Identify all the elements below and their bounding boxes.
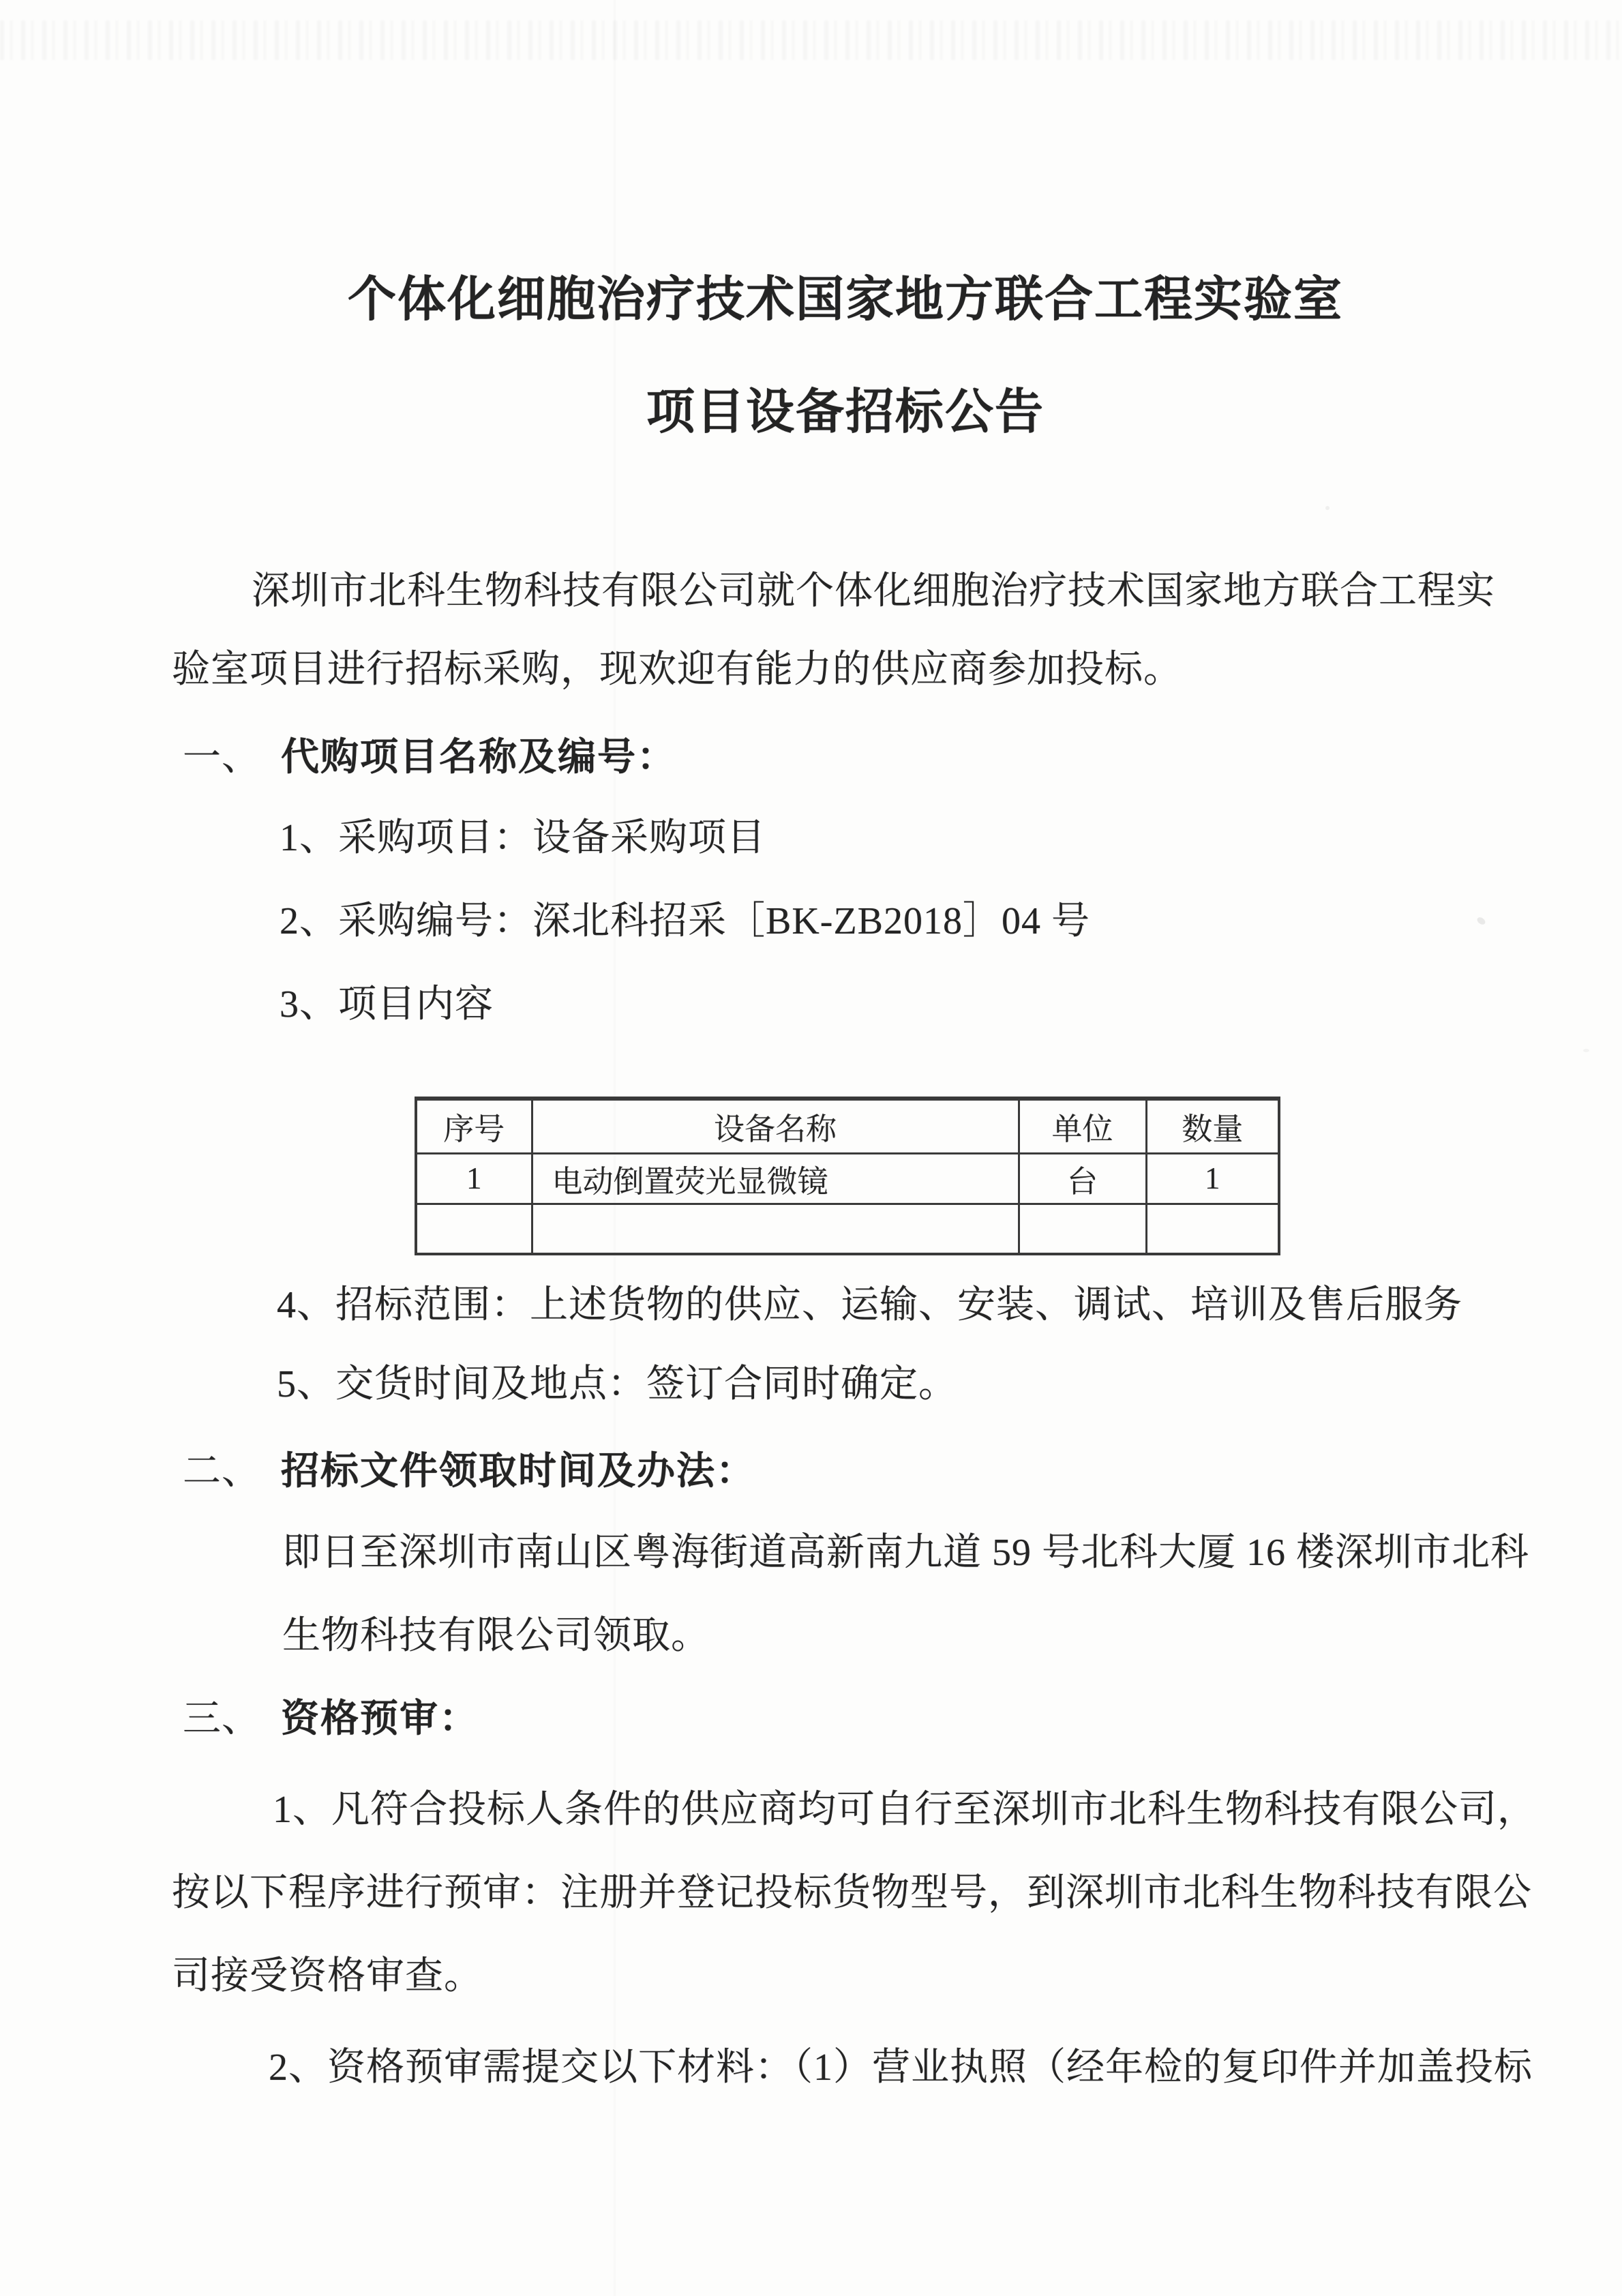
document-title-line-1: 个体化细胞治疗技术国家地方联合工程实验室 <box>347 273 1343 327</box>
section-1-item-1: 1、采购项目：设备采购项目 <box>280 817 766 859</box>
cell-equipment-name <box>532 1204 1019 1254</box>
section-3-line-3: 司接受资格审查。 <box>172 1955 483 1997</box>
equipment-table <box>415 1097 1280 1255</box>
section-1-number: 一、 <box>183 736 260 779</box>
section-2-heading <box>183 1450 755 1493</box>
section-1-item-2: 2、采购编号：深北科招采［BK-ZB2018］04 号 <box>280 900 1090 942</box>
section-1-heading <box>183 736 676 779</box>
section-1-title: 代购项目名称及编号： <box>281 736 676 779</box>
section-3-number: 三、 <box>183 1698 260 1740</box>
scan-speck <box>1583 1049 1589 1052</box>
section-2-title: 招标文件领取时间及办法： <box>281 1450 755 1493</box>
equipment-table-header-row <box>416 1099 1279 1153</box>
table-header-equipment-name: 设备名称 <box>532 1099 1019 1153</box>
section-3-line-2: 按以下程序进行预审：注册并登记投标货物型号，到深圳市北科生物科技有限公 <box>172 1872 1532 1914</box>
cell-unit: 台 <box>1019 1153 1146 1204</box>
document-title-line-2: 项目设备招标公告 <box>646 386 1045 439</box>
table-header-unit: 单位 <box>1019 1099 1146 1153</box>
table-row-empty <box>416 1204 1279 1254</box>
intro-line-1: 深圳市北科生物科技有限公司就个体化细胞治疗技术国家地方联合工程实 <box>252 570 1495 612</box>
table-row <box>416 1153 1279 1204</box>
scan-speck <box>1325 506 1330 510</box>
section-3-line-1: 1、凡符合投标人条件的供应商均可自行至深圳市北科生物科技有限公司， <box>273 1789 1536 1831</box>
section-1-item-5: 5、交货时间及地点：签订合同时确定。 <box>277 1363 957 1405</box>
section-3-title: 资格预审： <box>281 1698 479 1740</box>
table-header-index: 序号 <box>416 1099 532 1153</box>
section-3-heading <box>183 1698 479 1740</box>
scan-noise-band <box>0 20 1622 60</box>
section-2-number: 二、 <box>183 1450 260 1493</box>
intro-line-2: 验室项目进行招标采购，现欢迎有能力的供应商参加投标。 <box>172 648 1182 691</box>
section-3-line-4: 2、资格预审需提交以下材料：（1）营业执照（经年检的复印件并加盖投标 <box>269 2046 1533 2089</box>
cell-index: 1 <box>416 1153 532 1204</box>
section-2-line-2: 生物科技有限公司领取。 <box>282 1615 710 1657</box>
section-2-line-1: 即日至深圳市南山区粤海街道高新南九道 59 号北科大厦 16 楼深圳市北科 <box>282 1532 1529 1574</box>
cell-equipment-name: 电动倒置荧光显微镜 <box>532 1153 1019 1204</box>
cell-unit <box>1019 1204 1146 1254</box>
cell-quantity <box>1146 1204 1279 1254</box>
section-1-item-3: 3、项目内容 <box>280 983 494 1026</box>
section-1-item-4: 4、招标范围：上述货物的供应、运输、安装、调试、培训及售后服务 <box>277 1284 1462 1326</box>
cell-quantity: 1 <box>1146 1153 1279 1204</box>
table-header-quantity: 数量 <box>1146 1099 1279 1153</box>
scan-speck <box>1476 916 1487 926</box>
cell-index <box>416 1204 532 1254</box>
